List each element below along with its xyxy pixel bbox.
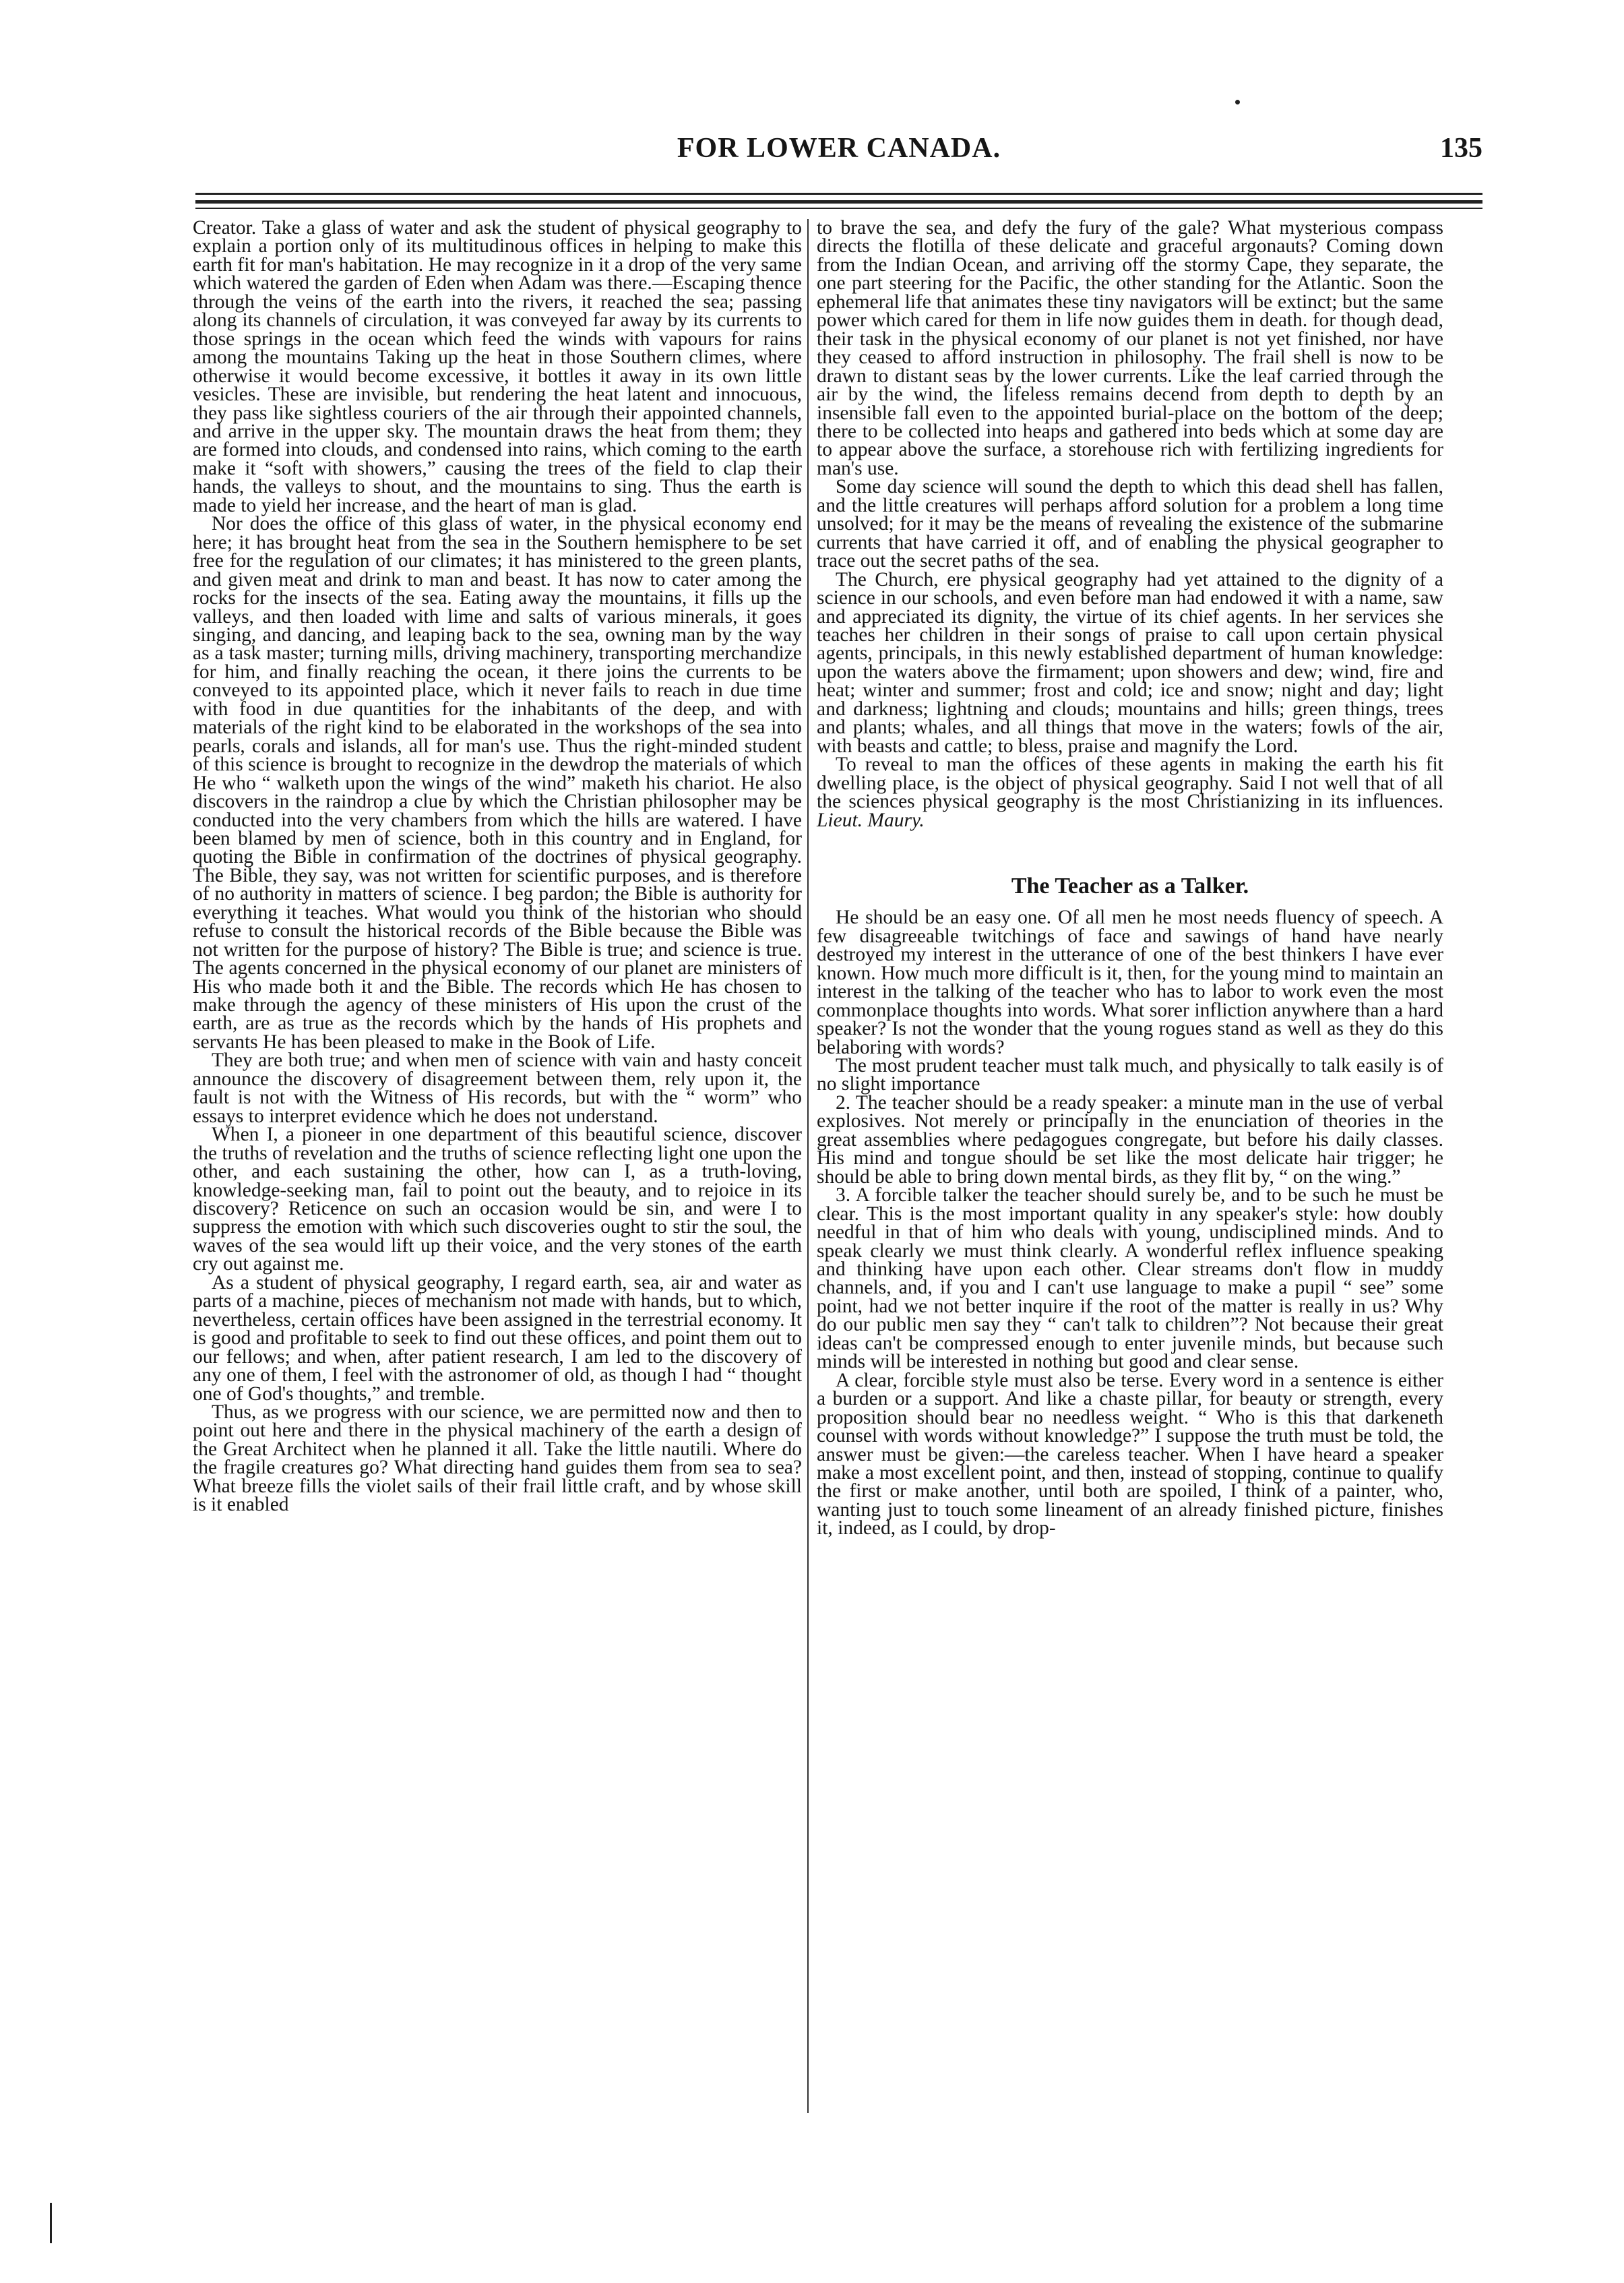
margin-mark <box>50 2203 52 2243</box>
paragraph <box>817 756 1443 830</box>
paragraph: Some day science will sound the depth to which this dead shell has fallen, and the little creatures will perhaps afford solution for a problem a long time unsolved; for it may be the means of revealing the existence of the submarine currents that have carried it off, and of enabling the physical geographer to trace out the secret paths of the sea. <box>817 476 1443 572</box>
running-head: FOR LOWER CANADA. <box>677 133 1001 164</box>
paragraph: He should be an easy one. Of all men he most needs fluency of speech. A few disagreeable twitchings of face and sawings of hand have nearly destroyed my interest in the utterance of one of the best thinkers I have ever known. How much more difficult is it, then, for the young mind to maintain an interest in the talking of the teacher who has to labor to work even the most commonplace thoughts into words. What sorer infliction anywhere than a hard speaker? Is not the wonder that the young rogues stand as well as they do this belaboring with words? <box>817 907 1443 1058</box>
right-column <box>817 219 1443 1538</box>
paragraph: Nor does the office of this glass of water, in the physical economy end here; it has brought heat from the sea in the Southern hemisphere to be set free for the regulation of our climates; it has ministered to the green plants, and given meat and drink to man and beast. It has now to cater among the rocks for the insects of the sea. Eating away the mountains, it fills up the valleys, and then loaded with lime and salts of various minerals, it goes singing, and dancing, and leaping back to the sea, owning man by the way as a task master; turning mills, driving machinery, transporting merchandize for him, and finally reaching the ocean, it there joins the currents to be conveyed to its appointed place, which it never fails to reach in due time with food in due quantities for the inhabitants of the deep, and with materials of the right kind to be elaborated in the workshops of the sea into pearls, corals and islands, all for man's use. Thus the right-minded student of this science is brought to recognize in the dewdrop the materials of which He who “ walketh upon the wings of the wind” maketh his chariot. He also discovers in the raindrop a clue by which the Christian philosopher may be conducted into the very chambers from which the hills are watered. I have been blamed by men of science, both in this country and in England, for quoting the Bible in confirmation of the doctrines of physical geography. The Bible, they say, was not written for scientific purposes, and is therefore of no authority in matters of science. I beg pardon; the Bible is authority for everything it teaches. What would you think of the historian who should refuse to consult the historical records of the Bible because the Bible was not written for the purpose of history? The Bible is true; and science is true. The agents concerned in the physical economy of our planet are ministers of His who made both it and the Bible. The records which He has chosen to make through the agency of these ministers of His upon the crust of the earth, are as true as the records which by the hands of His prophets and servants He has been pleased to make in the Book of Life. <box>193 513 802 1053</box>
paragraph: When I, a pioneer in one department of this beautiful science, discover the truths of revelation and the truths of science reflecting light one upon the other, and each sustaining the other, how can I, as a truth-loving, knowledge-seeking man, fail to point out the beauty, and to rejoice in its discovery? Reticence on such an occasion would be sin, and were I to suppress the emotion with which such discoveries ought to stir the soul, the waves of the sea would lift up their voice, and the very stones of the earth cry out against me. <box>193 1124 802 1275</box>
header-rule-top <box>195 193 1482 195</box>
column-divider <box>807 219 809 2113</box>
paragraph-text: To reveal to man the offices of these agents in making the earth his fit dwelling place, is the object of physical geography. Said I not well that of all the sciences physical geography is the most Christianizing in its influences. <box>817 754 1443 813</box>
paragraph: The Church, ere physical geography had yet attained to the dignity of a science in our schools, and even before man had endowed it with a name, saw and appreciated its dignity, the virtue of its chief agents. In her services she teaches her children in their songs of praise to call upon certain physical agents, principals, in this newly established department of human knowledge: upon the waters above the firmament; upon showers and dew; wind, fire and heat; winter and summer; frost and cold; ice and snow; night and day; light and darkness; lightning and clouds; mountains and hills; green things, trees and plants; whales, and all things that move in the waters; fowls of the air, with beasts and cattle; to bless, praise and magnify the Lord. <box>817 568 1443 757</box>
paragraph: 3. A forcible talker the teacher should surely be, and to be such he must be clear. This is the most important quality in any speaker's style: how doubly needful in that of him who deals with young, undisciplined minds. And to speak clearly we must think clearly. A wonderful reflex influence speaking and thinking have upon each other. Clear streams don't flow in muddy channels, and, if you and I can't use language to make a pupil “ see” some point, had we not better inquire if the root of the matter is really in us? Why do our public men say they “ can't talk to children”? Not because their great ideas can't be compressed enough to enter juvenile minds, but because such minds will be interested in nothing but good and clear sense. <box>817 1184 1443 1373</box>
paragraph: Thus, as we progress with our science, we are permitted now and then to point out here and there in the physical machinery of the earth a design of the Great Architect when he planned it all. Take the little nautili. Where do the fragile creatures go? What directing hand guides them from sea to sea? What breeze fills the violet sails of their frail little craft, and by whose skill is it enabled <box>193 1401 802 1516</box>
paragraph: They are both true; and when men of science with vain and hasty conceit announce the discovery of disagreement between them, rely upon it, the fault is not with the Witness of His records, but with the “ worm” who essays to interpret evidence which he does not understand. <box>193 1049 802 1127</box>
page-number: 135 <box>1440 133 1482 164</box>
paragraph: The most prudent teacher must talk much, and physically to talk easily is of no slight importance <box>817 1055 1443 1095</box>
author-signature: Lieut. Maury. <box>817 809 925 831</box>
header-rule-thick <box>195 200 1482 204</box>
paragraph: As a student of physical geography, I regard earth, sea, air and water as parts of a machine, pieces of mechanism not made with hands, but to which, nevertheless, certain offices have been assigned in the terrestrial economy. It is good and profitable to seek to find out these offices, and point them out to our fellows; and when, after patient research, I am led to the discovery of any one of them, I feel with the astronomer of old, as though I had “ thought one of God's thoughts,” and tremble. <box>193 1271 802 1405</box>
page-header <box>195 128 1482 175</box>
ink-speck <box>1235 100 1240 104</box>
article-title: The Teacher as a Talker. <box>1011 873 1249 899</box>
left-column <box>193 219 802 1515</box>
paragraph: 2. The teacher should be a ready speaker: a minute man in the use of verbal explosives. Not merely or principally in the enunciation of theories in the great assemblies where pedagogues congregate, but before his daily classes. His mind and tongue should be set like the most delicate hair trigger; he should be able to bring down mental birds, as they flit by, “ on the wing.” <box>817 1091 1443 1188</box>
paragraph: to brave the sea, and defy the fury of the gale? What mysterious compass directs the flotilla of these delicate and graceful argonauts? Coming down from the Indian Ocean, and arriving off the stormy Cape, they separate, the one part steering for the Pacific, the other standing for the Atlantic. Soon the ephemeral life that animates these tiny navigators will be extinct; but the same power which cared for them in life now guides them in death. for though dead, their task in the physical economy of our planet is not yet finished, nor have they ceased to afford instruction in philosophy. The frail shell is now to be drawn to distant seas by the lower currents. Like the leaf carried through the air by the wind, the lifeless remains decend from depth to depth by an insensible fall even to the appointed burial-place on the bottom of the deep; there to be collected into heaps and gathered into beds which at some day are to appear above the surface, a storehouse rich with fertilizing ingredients for man's use. <box>817 217 1443 479</box>
paragraph: Creator. Take a glass of water and ask the student of physical geography to explain a portion only of its multitudinous offices in helping to make this earth fit for man's habitation. He may recognize in it a drop of the very same which watered the garden of Eden when Adam was there.—Escaping thence through the veins of the earth into the rivers, it reached the sea; passing along its channels of circulation, it was conveyed far away by its currents to those springs in the ocean which feed the winds with vapours for rains among the mountains Taking up the heat in those Southern climes, where otherwise it would become excessive, it bottles it away in its own little vesicles. These are invisible, but rendering the heat latent and innocuous, they pass like sightless couriers of the air through their appointed channels, and arrive in the upper sky. The mountain draws the heat from them; they are formed into clouds, and condensed into rains, which coming to the earth make it “soft with showers,” causing the trees of the field to clap their hands, the valleys to shout, and the mountains to sing. Thus the earth is made to yield her increase, and the heart of man is glad. <box>193 217 802 516</box>
paragraph: A clear, forcible style must also be terse. Every word in a sentence is either a burden or a support. And like a chaste pillar, for beauty or strength, every proposition should bear no needless weight. “ Who is this that darkeneth counsel with words without knowledge?” I suppose the truth must be told, the answer must be given:—the careless teacher. When I have heard a speaker make a most excellent point, and then, instead of stopping, continue to qualify the first or make another, until both are spoiled, I think of a painter, who, wanting just to touch some lineament of an already finished picture, finishes it, indeed, as I could, by drop- <box>817 1369 1443 1540</box>
header-rule-bottom <box>195 208 1482 209</box>
